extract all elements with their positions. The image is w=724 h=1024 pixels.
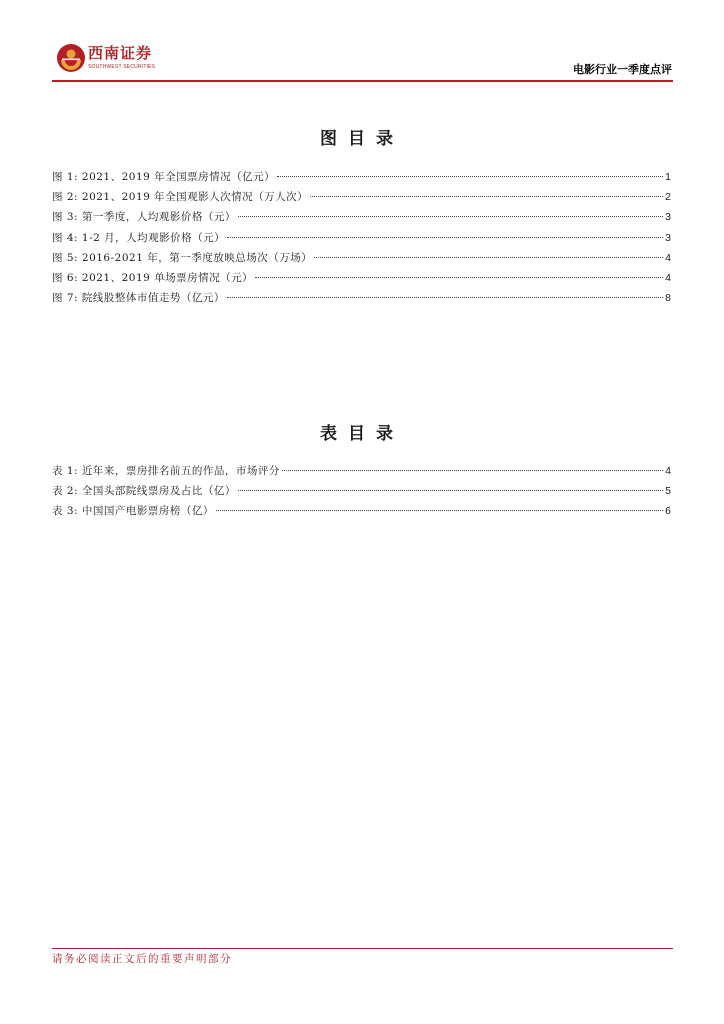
dot-leader [282, 470, 663, 471]
toc-entry-page: 4 [665, 251, 671, 264]
toc-entry-page: 6 [665, 505, 671, 518]
toc-entry-page: 3 [665, 211, 671, 224]
toc-entry-page: 4 [665, 465, 671, 477]
dot-leader [238, 216, 663, 217]
dot-leader [227, 297, 663, 298]
toc-entry[interactable] [52, 251, 671, 271]
figure-list-title: 图目录 [320, 129, 404, 149]
toc-entry-page: 5 [665, 485, 671, 498]
header-divider [52, 80, 673, 82]
southwest-securities-logo-icon [56, 43, 86, 73]
report-title: 电影行业一季度点评 [573, 63, 672, 76]
toc-entry[interactable] [52, 504, 671, 524]
dot-leader [310, 196, 663, 197]
toc-entry-label: 表 1: 近年来，票房排名前五的作品，市场评分 [52, 465, 280, 477]
dot-leader [227, 237, 663, 238]
dot-leader [216, 510, 663, 511]
toc-entry-label: 图 7: 院线股整体市值走势（亿元） [52, 292, 225, 305]
toc-entry-label: 图 3: 第一季度，人均观影价格（元） [52, 211, 236, 224]
toc-entry-label: 图 6: 2021、2019 单场票房情况（元） [52, 271, 254, 284]
dot-leader [314, 257, 663, 258]
table-list [52, 464, 671, 525]
toc-entry[interactable] [52, 464, 671, 484]
dot-leader [255, 277, 663, 278]
toc-entry-page: 4 [665, 271, 671, 284]
toc-entry[interactable] [52, 484, 671, 504]
toc-entry-page: 1 [665, 171, 671, 183]
footer-notice: 请务必阅读正文后的重要声明部分 [52, 953, 232, 965]
toc-entry[interactable] [52, 190, 671, 210]
toc-entry-label: 表 2: 全国头部院线票房及占比（亿） [52, 485, 236, 498]
toc-entry[interactable] [52, 291, 671, 311]
figure-list [52, 170, 671, 311]
toc-entry[interactable] [52, 170, 671, 190]
table-list-title: 表目录 [320, 424, 404, 444]
toc-entry-page: 2 [665, 191, 671, 204]
dot-leader [238, 490, 663, 491]
footer-divider [52, 948, 673, 949]
brand-subtitle: SOUTHWEST SECURITIES [88, 64, 156, 70]
toc-entry-label: 图 2: 2021、2019 年全国观影人次情况（万人次） [52, 191, 309, 204]
toc-entry[interactable] [52, 271, 671, 291]
page-header [0, 0, 724, 82]
toc-entry-label: 图 1: 2021、2019 年全国票房情况（亿元） [52, 171, 276, 183]
toc-entry-label: 图 4: 1-2 月，人均观影价格（元） [52, 231, 226, 244]
toc-entry-page: 8 [665, 292, 671, 305]
brand-name: 西南证券 [88, 44, 153, 62]
toc-entry[interactable] [52, 210, 671, 230]
dot-leader [277, 176, 663, 177]
toc-entry-label: 图 5: 2016-2021 年，第一季度放映总场次（万场） [52, 251, 313, 264]
toc-entry-label: 表 3: 中国国产电影票房榜（亿） [52, 505, 214, 518]
toc-entry[interactable] [52, 231, 671, 251]
toc-entry-page: 3 [665, 231, 671, 244]
